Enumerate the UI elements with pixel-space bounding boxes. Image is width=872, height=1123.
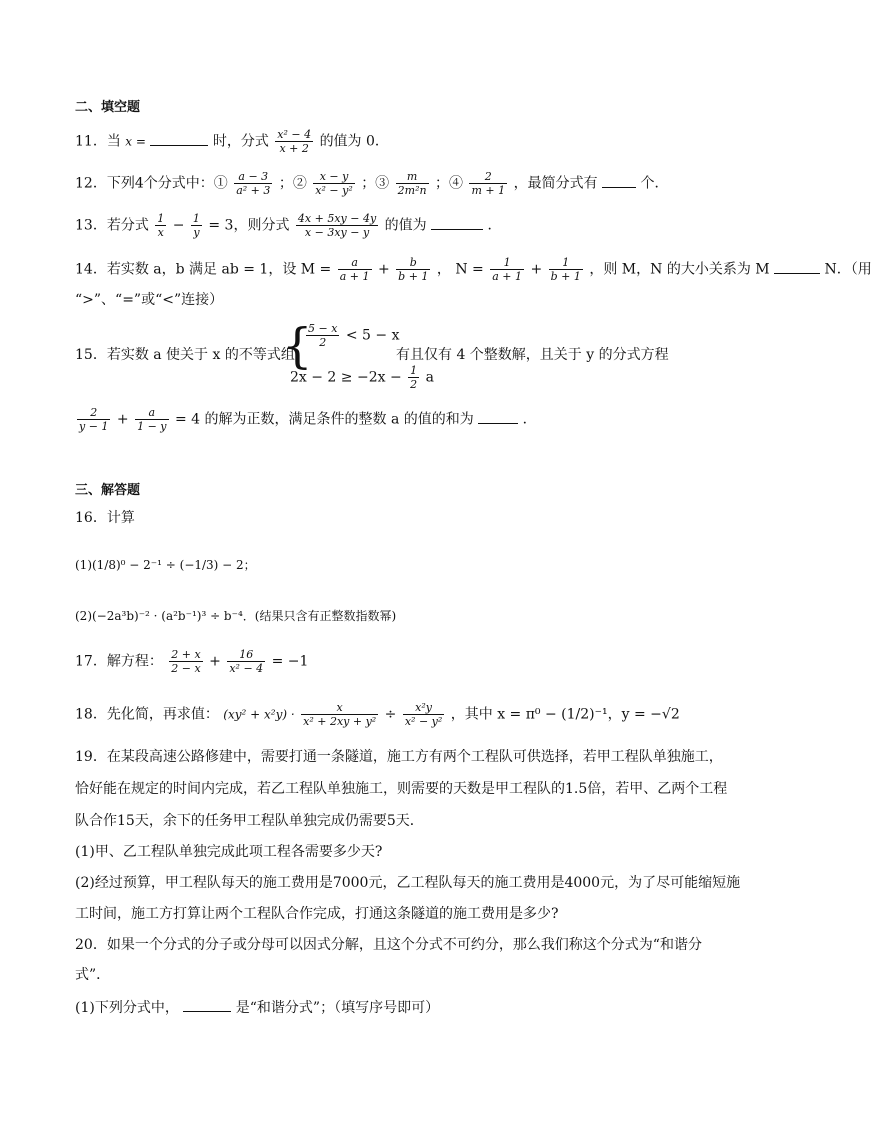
question-15-line-2: $\frac{2}{y - 1}$ + $\frac{a}{1 - y}$ = 4 的解为正数，满足条件的整数 a 的值的和为 ． (79, 406, 537, 433)
question-13: 13．若分式 $\frac{1}{x}$ − $\frac{1}{y}$ = 3，则分式 $\frac{4x + 5xy - 4y}{x - 3xy - y}$ 的值为 ． (75, 212, 502, 239)
q11-text-a: 11．当 (75, 133, 121, 150)
section-fill-in-title: 二、填空题 (75, 100, 141, 115)
question-15-text-b: 有且仅有 4 个整数解，且关于 y 的分式方程 (396, 347, 669, 363)
q14-fraction-m1: $\frac{a}{a + 1}$ (339, 256, 370, 283)
q13-answer-blank[interactable] (431, 215, 483, 230)
q20-answer-blank[interactable] (183, 997, 231, 1012)
question-19-line-1: 19．在某段高速公路修建中，需要打通一条隧道，施工方有两个工程队可供选择，若甲工程队单独施工， (75, 749, 723, 765)
question-20-line-2: 式”． (75, 967, 111, 983)
question-11: 11．当 x = 时，分式 $\frac{\text{x² − 4}}{x + 2}$ 的值为 0． (75, 128, 389, 155)
q11-fraction: $\frac{\text{x² − 4}}{x + 2}$ (277, 128, 312, 155)
question-19-part-2-line-1: (2)经过预算，甲工程队每天的施工费用是7000元，乙工程队每天的施工费用是4000元，为了尽可能缩短施 (75, 875, 741, 891)
question-14-line-2: “>”、“=”或“<”连接） (75, 292, 224, 308)
q11-text-c: 的值为 0． (319, 133, 389, 150)
q13-fraction-1y: $\frac{1}{y}$ (192, 212, 200, 239)
question-20-part-1: (1)下列分式中， 是“和谐分式”；（填写序号即可） (75, 997, 439, 1018)
question-18: 18．先化简，再求值： (xy² + x²y) · $\frac{x}{\text{x² + 2xy + y²}}$ ÷ $\frac{\text{x²y}}{\text{x² − y²}}$ ，其中 x = π⁰ − (1/2)⁻¹，y = −√2 (75, 701, 680, 728)
q14-fraction-m2: $\frac{b}{b + 1}$ (398, 256, 429, 283)
q12-fraction-3: $\frac{m}{\text{2m²n}}$ (397, 170, 427, 197)
question-16-part-2: (2)(−2a³b)⁻² · (a²b⁻¹)³ ÷ b⁻⁴．(结果只含有正整数指数幂) (75, 609, 397, 623)
q14-answer-blank[interactable] (774, 259, 820, 274)
question-16-part-1: (1)(1/8)⁰ − 2⁻¹ ÷ (−1/3) − 2； (75, 558, 256, 572)
question-20-line-1: 20．如果一个分式的分子或分母可以因式分解，且这个分式不可约分，那么我们称这个分式为“和谐分 (75, 937, 702, 953)
inequality-brace: { (282, 318, 313, 374)
q15-answer-blank[interactable] (478, 409, 518, 424)
question-19-part-1: (1)甲、乙工程队单独完成此项工程各需要多少天? (75, 844, 383, 860)
question-17: 17．解方程： $\frac{2 + x}{2 - x}$ + $\frac{16}{\text{x² − 4}}$ = −1 (75, 648, 309, 675)
section-solve-title: 三、解答题 (75, 483, 141, 498)
q11-answer-blank[interactable] (150, 131, 208, 146)
q13-fraction-1x: $\frac{1}{x}$ (157, 212, 165, 239)
q12-fraction-4: $\frac{2}{m + 1}$ (471, 170, 506, 197)
q11-text-b: 时，分式 (212, 133, 269, 150)
question-16-title: 16．计算 (75, 510, 135, 526)
q14-fraction-n2: $\frac{1}{b + 1}$ (550, 256, 581, 283)
q13-fraction-main: $\frac{4x + 5xy - 4y}{x - 3xy - y}$ (297, 212, 377, 239)
q12-fraction-2: $\frac{x - y}{\text{x² − y²}}$ (315, 170, 353, 197)
inequality-row-2: 2x − 2 ≥ −2x − $\frac{1}{2}$ a (290, 364, 434, 391)
q12-answer-blank[interactable] (602, 173, 636, 188)
question-15-text-a: 15．若实数 a 使关于 x 的不等式组 (75, 347, 295, 363)
question-19-line-2: 恰好能在规定的时间内完成，若乙工程队单独施工，则需要的天数是甲工程队的1.5倍，若甲、乙两个工程 (75, 781, 728, 797)
q12-fraction-1: $\frac{a - 3}{\text{a² + 3}}$ (236, 170, 271, 197)
q14-fraction-n1: $\frac{1}{a + 1}$ (492, 256, 522, 283)
inequality-row-1: $\frac{5 - x}{2}$ < 5 − x (308, 322, 400, 349)
question-14: 14．若实数 a，b 满足 ab = 1，设 M = $\frac{a}{a + 1}$ + $\frac{b}{b + 1}$ ， N = $\frac{1}{a + 1}$ + $\frac{1}{b + 1}$ ，则 M，N 的大小关系为 M N．（用 (75, 256, 872, 283)
question-19-line-3: 队合作15天，余下的任务甲工程队单独完成仍需要5天． (75, 813, 424, 829)
question-12: 12．下列4个分式中：① $\frac{a - 3}{\text{a² + 3}}$ ；② $\frac{x - y}{\text{x² − y²}}$ ；③ $\frac{m}{\text{2m²n}}$ ；④ $\frac{2}{m + 1}$ ，最简分式有 个． (75, 170, 669, 197)
question-19-part-2-line-2: 工时间，施工方打算让两个工程队合作完成，打通这条隧道的施工费用是多少? (75, 906, 559, 922)
